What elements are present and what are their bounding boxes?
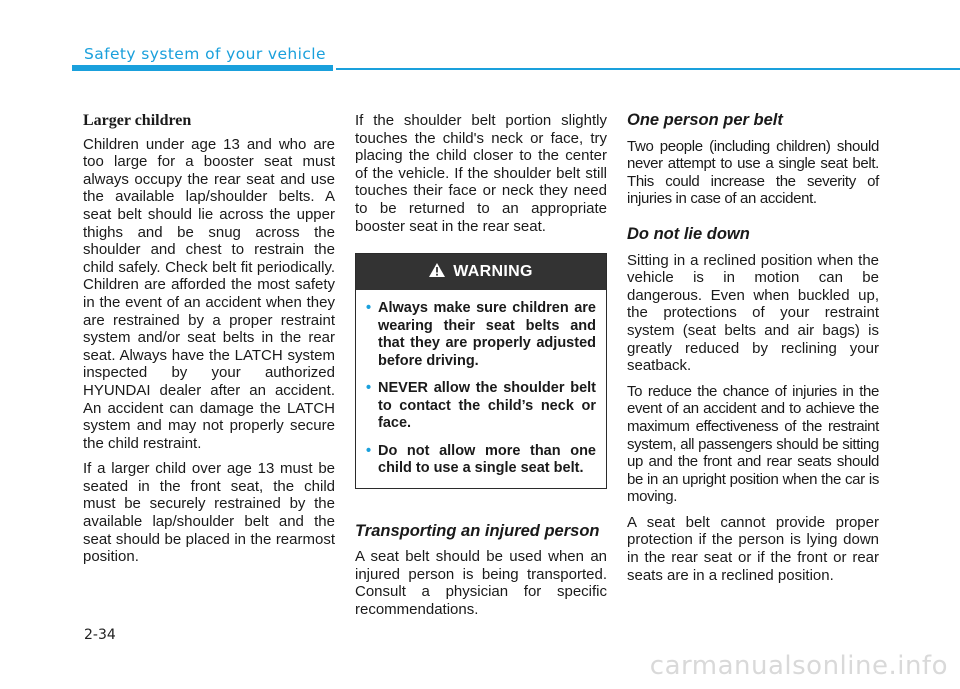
paragraph-reclined: Sitting in a reclined position when the vehicle is in motion can be dangerous. Even when buckled up, the protections of your restraint system (seat belts and air bags) is greatly reduced by reclining your seatback. (627, 251, 879, 375)
heading-one-person-per-belt: One person per belt (627, 111, 783, 129)
warning-item (366, 443, 596, 478)
warning-label: WARNING (453, 263, 533, 281)
paragraph-shoulder-belt: If the shoulder belt portion slightly touches the child's neck or face, try placing the child closer to the center of the vehicle. If the shoulder belt still touches their face or neck they need to be returned to an appropriate booster seat in the rear seat. (355, 112, 607, 235)
heading-injured-person: Transporting an injured person (355, 521, 600, 540)
warning-item (366, 300, 596, 370)
warning-list (356, 290, 606, 488)
heading-larger-children: Larger children (83, 112, 192, 129)
header-rule-thick (72, 65, 333, 71)
bullet-icon: • (366, 442, 372, 459)
paragraph-lying-down: A seat belt cannot provide proper protection if the person is lying down in the rear seat or if the front or rear seats are in a reclined position. (627, 513, 879, 584)
column-right (627, 112, 879, 592)
heading-do-not-lie-down: Do not lie down (627, 224, 750, 243)
column-middle (355, 112, 607, 627)
warning-triangle-icon (429, 263, 445, 282)
warning-item (366, 380, 596, 433)
warning-item-text: Always make sure children are wearing their seat belts and that they are properly adjusted before driving. (378, 300, 596, 369)
bullet-icon: • (366, 380, 372, 397)
warning-item-text: Do not allow more than one child to use a single seat belt. (378, 442, 596, 477)
bullet-icon: • (366, 300, 372, 317)
paragraph-reduce-injuries: To reduce the chance of injuries in the event of an accident and to achieve the maximum effectiveness of the restraint system, all passengers should be sitting up and the front and rear seats should be in an upright position when the car is moving. (627, 382, 879, 506)
paragraph-injured-person: A seat belt should be used when an injured person is being transported. Consult a physician for specific recommendations. (355, 548, 607, 619)
warning-box (355, 253, 607, 489)
warning-item-text: NEVER allow the shoulder belt to contact the child’s neck or face. (378, 380, 596, 432)
warning-header (356, 254, 606, 290)
paragraph-larger-children-2: If a larger child over age 13 must be seated in the front seat, the child must be securely restrained by the available lap/shoulder belt and the seat should be placed in the rearmost position. (83, 460, 335, 566)
column-left (83, 112, 335, 574)
section-title: Safety system of your vehicle (84, 45, 326, 63)
page-number: 2-34 (84, 627, 116, 643)
paragraph-larger-children-1: Children under age 13 and who are too large for a booster seat must always occupy the rear seat and use the available lap/shoulder belts. A seat belt should lie across the upper thighs and be snug across the shoulder and chest to restrain the child safely. Check belt fit periodically. Children are afforded the most safety in the event of an accident when they are restrained by a proper restraint system and/or seat belts in the rear seat. Always have the LATCH system inspected by your authorized HYUNDAI dealer after an accident. An accident can damage the LATCH system and may not properly secure the child restraint. (83, 135, 335, 452)
watermark: carmanualsonline.info (649, 651, 948, 681)
header-rule-thin (336, 68, 960, 70)
paragraph-one-person: Two people (including children) should never attempt to use a single seat belt. This could increase the severity of injuries in case of an accident. (627, 137, 879, 208)
